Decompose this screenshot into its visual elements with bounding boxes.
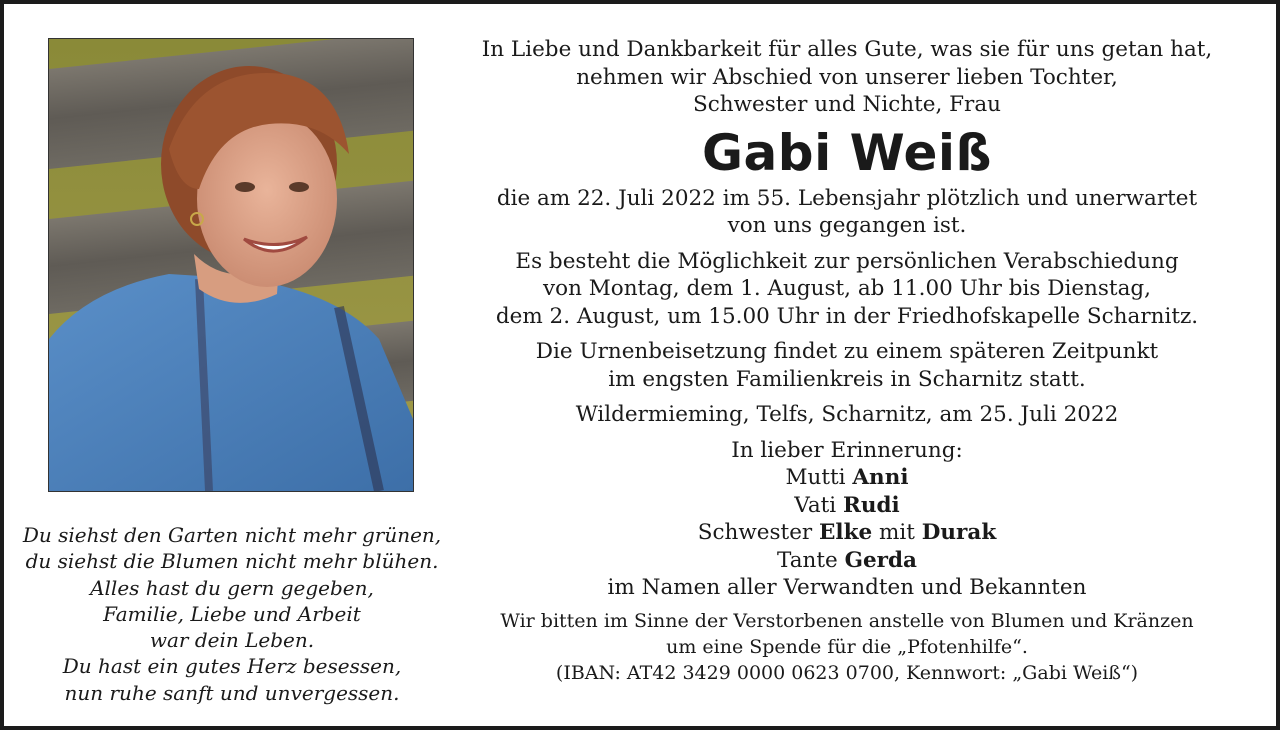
donation-iban: (IBAN: AT42 3429 0000 0623 0700, Kennwort: „Gabi Weiß“) <box>555 661 1139 684</box>
joiner: mit <box>879 520 915 545</box>
family-mother <box>472 464 1222 492</box>
intro-line: In Liebe und Dankbarkeit für alles Gute, was sie für uns getan hat, <box>481 37 1213 62</box>
farewell-line: Es besteht die Möglichkeit zur persönlichen Verabschiedung <box>515 248 1179 274</box>
poem-line: Du hast ein gutes Herz besessen, <box>62 654 402 679</box>
portrait-image <box>49 39 413 491</box>
poem-line: Alles hast du gern gegeben, <box>90 575 374 600</box>
death-notice-line: von uns gegangen ist. <box>727 213 967 238</box>
intro-line: Schwester und Nichte, Frau <box>692 92 1001 117</box>
relation-label: Schwester <box>697 520 813 545</box>
family-sister <box>472 519 1222 547</box>
farewell-line: von Montag, dem 1. August, ab 11.00 Uhr bis Dienstag, <box>542 276 1151 301</box>
relation-label: Mutti <box>785 465 846 490</box>
donation-line: um eine Spende für die „Pfotenhilfe“. <box>666 635 1028 658</box>
family-father <box>472 492 1222 520</box>
family-aunt <box>472 547 1222 575</box>
notice-text <box>472 36 1222 686</box>
poem-line: du siehst die Blumen nicht mehr blühen. <box>25 549 439 574</box>
family-others: im Namen aller Verwandten und Bekannten <box>607 575 1087 600</box>
urn-line: im engsten Familienkreis in Scharnitz statt. <box>608 366 1086 392</box>
poem-line: Familie, Liebe und Arbeit <box>103 601 361 626</box>
place-date: Wildermieming, Telfs, Scharnitz, am 25. Juli 2022 <box>575 402 1119 427</box>
relative-name: Durak <box>921 520 997 545</box>
poem-line: war dein Leben. <box>149 628 315 653</box>
deceased-name: Gabi Weiß <box>702 123 992 182</box>
relation-label: Tante <box>777 547 838 573</box>
poem <box>4 522 460 706</box>
portrait-photo <box>48 38 414 492</box>
intro-line: nehmen wir Abschied von unserer lieben Tochter, <box>576 64 1118 90</box>
remembrance-heading: In lieber Erinnerung: <box>731 437 963 463</box>
relation-label: Vati <box>794 492 837 518</box>
poem-line: nun ruhe sanft und unvergessen. <box>64 680 400 705</box>
poem-line: Du siehst den Garten nicht mehr grünen, <box>22 523 442 547</box>
death-notice-line: die am 22. Juli 2022 im 55. Lebensjahr plötzlich und unerwartet <box>496 185 1198 211</box>
relative-name: Gerda <box>844 547 917 573</box>
relative-name: Rudi <box>843 492 900 518</box>
farewell-line: dem 2. August, um 15.00 Uhr in der Friedhofskapelle Scharnitz. <box>495 303 1199 329</box>
relative-name: Elke <box>819 520 873 545</box>
relative-name: Anni <box>852 465 909 490</box>
donation-line: Wir bitten im Sinne der Verstorbenen anstelle von Blumen und Kränzen <box>500 609 1194 632</box>
urn-line: Die Urnenbeisetzung findet zu einem späteren Zeitpunkt <box>535 339 1159 364</box>
